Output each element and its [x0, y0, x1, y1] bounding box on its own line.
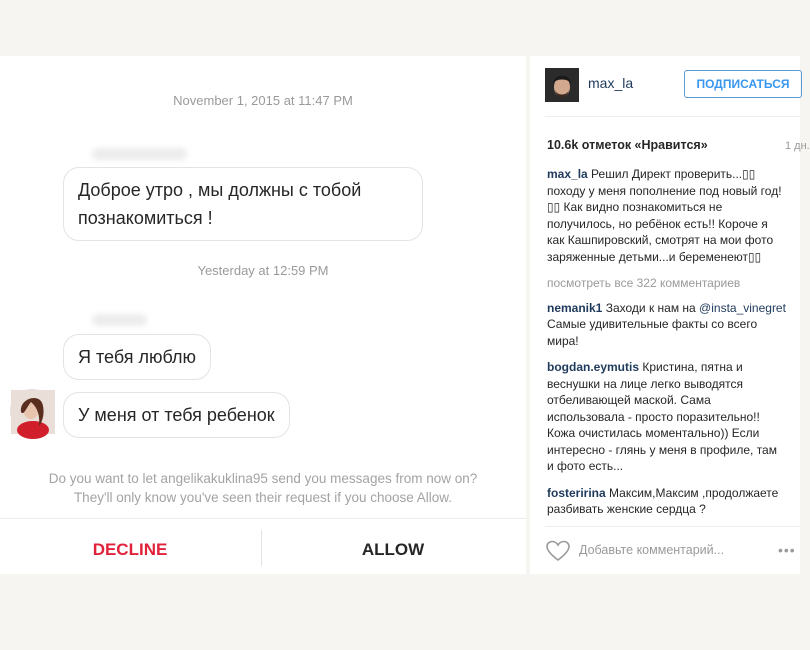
sender-avatar[interactable]	[10, 389, 54, 433]
post-panel	[530, 56, 810, 574]
divider	[261, 530, 262, 566]
comment-item	[547, 300, 787, 350]
comment-text: Кристина, пятна и веснушки на лице легко выводятся отбеливающей маской. Сама использовала - просто поразительно!! Кожа очистилась моментально)) Если интересно - глянь у меня в профиле, там и фото есть...	[547, 360, 777, 473]
comment-username[interactable]: nemanik1	[547, 300, 603, 315]
caption	[547, 166, 787, 265]
message-bubble	[63, 392, 290, 438]
add-comment-input[interactable]: Добавьте комментарий...	[579, 543, 725, 557]
mention-link[interactable]: @insta_vinegret	[699, 300, 786, 315]
message-text: Доброе утро , мы должны с тобой познакомиться !	[78, 180, 362, 228]
follow-button[interactable]: ПОДПИСАТЬСЯ	[684, 70, 802, 98]
message-bubble	[63, 167, 423, 241]
comment-username[interactable]: max_la	[547, 167, 588, 181]
comment-username[interactable]: bogdan.eymutis	[547, 360, 640, 374]
allow-button[interactable]: ALLOW	[361, 540, 425, 559]
heart-icon[interactable]	[546, 540, 570, 562]
post-time: 1 дн.	[785, 140, 810, 152]
message-text: У меня от тебя ребенок	[78, 405, 275, 425]
notice-line: Do you want to let angelikakuklina95 send you messages from now on?	[48, 471, 478, 486]
comment-item	[547, 485, 787, 518]
user-avatar[interactable]	[545, 68, 579, 102]
notice-line: They'll only know you've seen their request if you choose Allow.	[73, 490, 453, 505]
message-timestamp: Yesterday at 12:59 PM	[197, 263, 329, 278]
divider	[545, 116, 800, 117]
message-text: Я тебя люблю	[78, 347, 197, 367]
blurred-sender-name	[92, 314, 147, 326]
comment-username[interactable]: fosteririna	[547, 485, 606, 500]
direct-message-panel	[0, 56, 526, 574]
message-timestamp: November 1, 2015 at 11:47 PM	[173, 93, 353, 108]
more-options-icon[interactable]: •••	[778, 542, 796, 558]
message-bubble	[63, 334, 211, 380]
comments-list	[547, 166, 787, 528]
view-all-comments-link[interactable]: посмотреть все 322 комментариев	[547, 276, 741, 290]
divider	[0, 518, 526, 519]
comment-item	[547, 359, 787, 475]
comment-text: Максим,Максим ,продолжаете разбивать женские сердца ?	[547, 485, 779, 516]
likes-count[interactable]: 10.6k отметок «Нравится»	[547, 138, 708, 152]
comment-text: Заходи к нам на	[605, 300, 700, 315]
comment-text: Самые удивительные факты со всего мира!	[547, 317, 758, 348]
decline-button[interactable]: DECLINE	[92, 540, 168, 559]
blurred-sender-name	[92, 148, 187, 160]
divider	[545, 526, 800, 527]
post-username[interactable]: max_la	[588, 75, 634, 91]
message-request-notice	[0, 469, 526, 507]
caption-text: Решил Директ проверить...▯▯ походу у меня пополнение под новый год!▯▯ Как видно познакомиться не получилось, но ребёнок есть!! Короче я как Кашпировский, смотрят на мои фото заряженные детьми...и беременеют▯▯	[547, 167, 782, 264]
